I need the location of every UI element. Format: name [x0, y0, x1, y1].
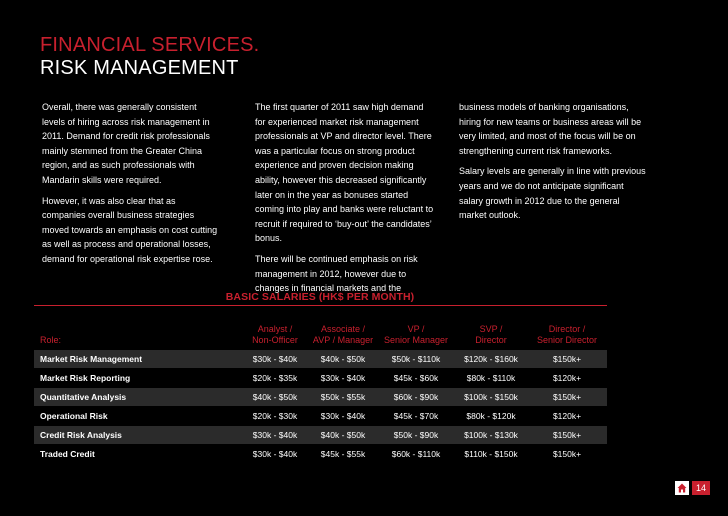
- title-line-2: RISK MANAGEMENT: [40, 57, 239, 79]
- salary-table-title: BASIC SALARIES (HK$ PER MONTH): [225, 291, 415, 303]
- cell: $30k - $40k: [320, 411, 366, 421]
- header-line: Associate /: [320, 324, 366, 334]
- table-row: [34, 445, 607, 464]
- divider: [34, 305, 607, 306]
- header-line: Non-Officer: [252, 335, 298, 345]
- page-title: [40, 34, 259, 80]
- row-role: Market Risk Management: [40, 354, 143, 364]
- header-line: Senior Manager: [383, 335, 449, 345]
- table-row: [34, 388, 607, 407]
- row-role: Credit Risk Analysis: [40, 430, 122, 440]
- cell: $50k - $90k: [393, 430, 439, 440]
- table-row: [34, 426, 607, 445]
- header-line: Analyst /: [257, 324, 293, 334]
- table-row: [34, 407, 607, 426]
- table-row: [34, 350, 607, 369]
- cell: $20k - $30k: [252, 411, 298, 421]
- column-header-director: [519, 324, 615, 346]
- cell: $120k+: [552, 373, 582, 383]
- text-column-1: [42, 100, 220, 273]
- cell: $150k+: [552, 430, 582, 440]
- cell: $60k - $110k: [391, 449, 441, 459]
- cell: $45k - $60k: [393, 373, 439, 383]
- cell: $20k - $35k: [252, 373, 298, 383]
- header-line: VP /: [407, 324, 425, 334]
- cell: $30k - $40k: [252, 449, 298, 459]
- header-line: Director: [475, 335, 507, 345]
- cell: $150k+: [552, 449, 582, 459]
- cell: $100k - $130k: [464, 430, 518, 440]
- header-line: Senior Director: [536, 335, 598, 345]
- paragraph: business models of banking organisations, hiring for new teams or business areas will be very limited, and most of the focus will be on strengthening current risk frameworks.: [459, 102, 642, 156]
- paragraph: Salary levels are generally in line with previous years and we do not anticipate significant salary growth in 2012 due to the general market outlook.: [459, 166, 646, 221]
- cell: $80k - $110k: [466, 373, 516, 383]
- cell: $50k - $55k: [320, 392, 366, 402]
- cell: $80k - $120k: [466, 411, 516, 421]
- text-column-2: [255, 100, 435, 302]
- cell: $30k - $40k: [320, 373, 366, 383]
- text-column-3: [459, 100, 649, 229]
- cell: $40k - $50k: [320, 354, 366, 364]
- cell: $30k - $40k: [252, 354, 298, 364]
- cell: $40k - $50k: [320, 430, 366, 440]
- paragraph: Overall, there was generally consistent levels of hiring across risk management in 2011. Demand for credit risk professionals mainly stemmed from the Greater China region, and as such professionals with Mandarin skills were required.: [42, 102, 210, 185]
- page-number: 14: [692, 481, 710, 495]
- cell: $120k+: [552, 411, 582, 421]
- row-role: Operational Risk: [40, 411, 108, 421]
- cell: $60k - $90k: [393, 392, 439, 402]
- header-line: AVP / Manager: [312, 335, 374, 345]
- salary-table-body: [34, 350, 607, 464]
- header-line: SVP /: [479, 324, 503, 334]
- paragraph: However, it was also clear that as companies overall business strategies moved towards an emphasis on cost cutting as well as process and operational losses, demand for operational risk expertise rose.: [42, 195, 218, 264]
- row-role: Market Risk Reporting: [40, 373, 131, 383]
- paragraph: There will be continued emphasis on risk management in 2012, however due to changes in financial markets and the: [255, 253, 418, 294]
- paragraph: The first quarter of 2011 saw high demand for experienced market risk management professionals at VP and director level. There was a particular focus on strong product experience and proven decision making ability, however this decreased significantly later on in the year as bonuses started coming into play and banks were reluctant to recruit if required to ‘buy-out’ the candidates’ bonus.: [255, 102, 434, 244]
- row-role: Quantitative Analysis: [40, 392, 127, 402]
- cell: $110k - $150k: [464, 449, 518, 459]
- column-header-vp: [374, 324, 458, 346]
- home-icon[interactable]: [675, 481, 689, 495]
- cell: $50k - $110k: [391, 354, 441, 364]
- cell: $45k - $55k: [320, 449, 366, 459]
- cell: $100k - $150k: [464, 392, 518, 402]
- row-role: Traded Credit: [40, 449, 95, 459]
- header-line: Director /: [548, 324, 586, 334]
- cell: $40k - $50k: [252, 392, 298, 402]
- table-row: [34, 369, 607, 388]
- cell: $150k+: [552, 354, 582, 364]
- cell: $150k+: [552, 392, 582, 402]
- cell: $120k - $160k: [464, 354, 518, 364]
- role-header: Role:: [40, 335, 62, 345]
- cell: $30k - $40k: [252, 430, 298, 440]
- cell: $45k - $70k: [393, 411, 439, 421]
- title-line-1: FINANCIAL SERVICES.: [40, 34, 260, 56]
